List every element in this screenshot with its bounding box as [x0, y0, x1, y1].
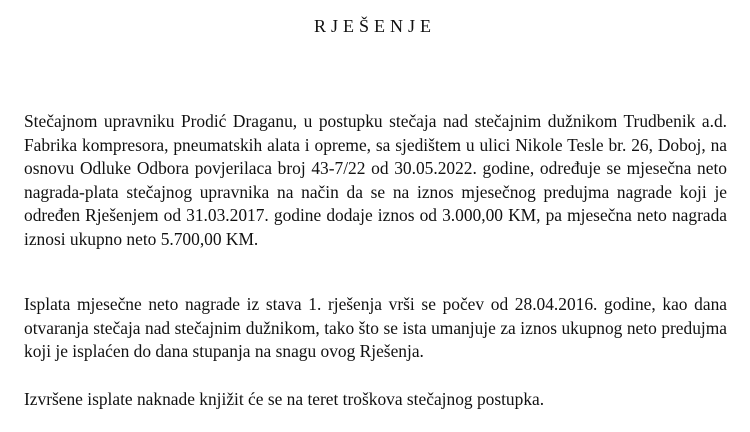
paragraph-1: Stečajnom upravniku Prodić Draganu, u postupku stečaja nad stečajnim dužnikom Trudbenik a.d. Fabrika kompresora, pneumatskih alata i opreme, sa sjedištem u ulici Nikole Tesle br. 26, Doboj, na osnovu Odluke Odbora povjerilaca broj 43-7/22 od 30.05.2022. godine, određuje se mjesečna neto nagrada-plata stečajnog upravnika na način da se na iznos mjesečnog predujma nagrade koji je određen Rješenjem od 31.03.2017. godine dodaje iznos od 3.000,00 KM, pa mjesečna neto nagrada iznosi ukupno neto 5.700,00 KM. [24, 111, 727, 249]
document-title: RJEŠENJE [313, 16, 436, 36]
paragraph-2: Isplata mjesečne neto nagrade iz stava 1. rješenja vrši se počev od 28.04.2016. godine, kao dana otvaranja stečaja nad stečajnim dužnikom, tako što se ista umanjuje za iznos ukupnog neto predujma koji je isplaćen do dana stupanja na snagu ovog Rješenja. [24, 294, 727, 362]
paragraph-3: Izvršene isplate naknade knjižit će se na teret troškova stečajnog postupka. [24, 389, 545, 409]
